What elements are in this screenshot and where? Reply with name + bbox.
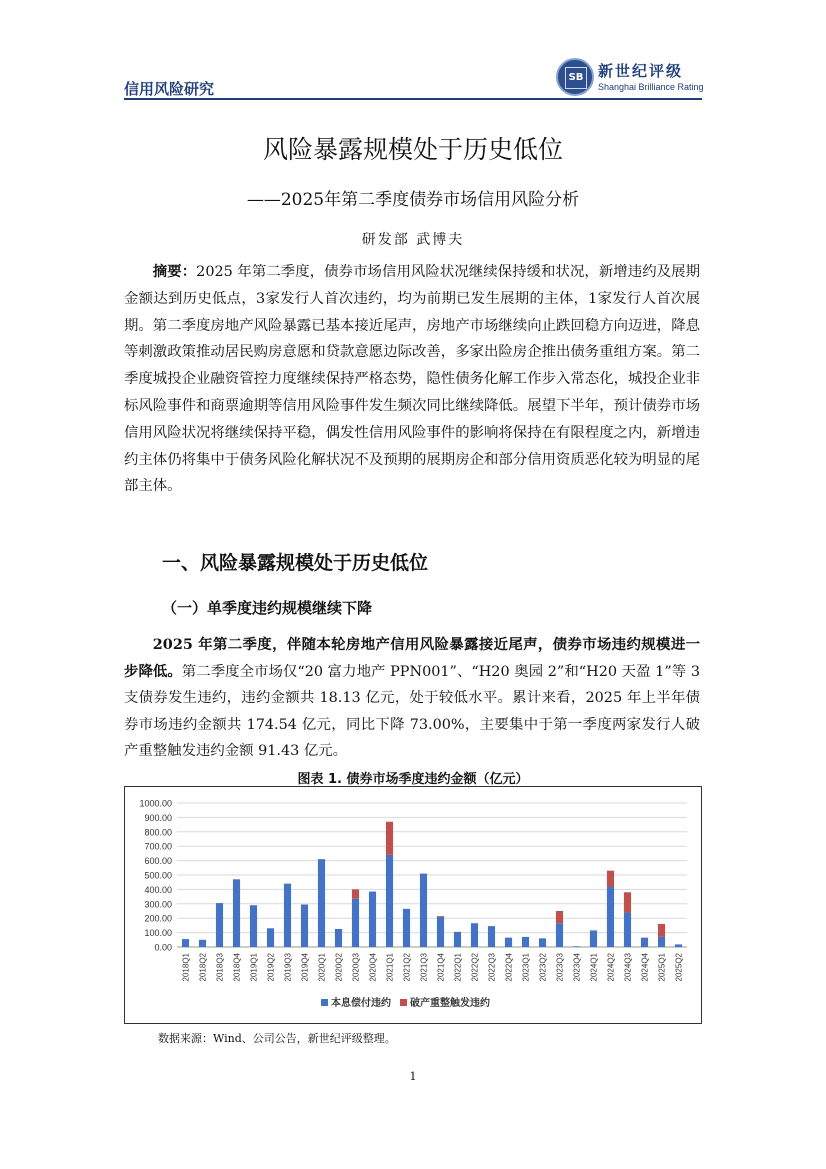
y-tick-label: 100.00 xyxy=(144,928,172,939)
data-source-note: 数据来源：Wind、公司公告，新世纪评级整理。 xyxy=(158,1032,396,1045)
bar-payment-default xyxy=(182,939,189,947)
y-tick-label: 1000.00 xyxy=(139,798,172,809)
x-tick-label: 2020Q3 xyxy=(351,953,361,982)
quarterly-default-chart xyxy=(125,787,701,1023)
x-tick-label: 2022Q1 xyxy=(453,953,463,982)
y-tick-label: 700.00 xyxy=(144,841,172,852)
y-tick-label: 500.00 xyxy=(144,870,172,881)
figure-caption: 图表 1. 债券市场季度违约金额（亿元） xyxy=(297,772,529,787)
bar-bankruptcy-default xyxy=(658,924,665,937)
author-line: 研发部 武博夫 xyxy=(361,232,465,248)
bar-payment-default xyxy=(505,938,512,947)
bar-bankruptcy-default xyxy=(607,871,614,887)
y-tick-label: 800.00 xyxy=(144,827,172,838)
x-tick-label: 2018Q2 xyxy=(198,953,208,982)
bar-payment-default xyxy=(284,884,291,947)
bar-payment-default xyxy=(641,938,648,947)
bar-bankruptcy-default xyxy=(624,892,631,912)
logo-mark: SB xyxy=(565,67,587,89)
bar-payment-default xyxy=(369,892,376,947)
bar-payment-default xyxy=(386,855,393,947)
bar-payment-default xyxy=(454,932,461,947)
x-tick-label: 2024Q1 xyxy=(589,953,599,982)
section-heading-1: 一、风险暴露规模处于历史低位 xyxy=(162,552,429,574)
bar-payment-default xyxy=(216,903,223,947)
bar-payment-default xyxy=(539,938,546,947)
brand-name-en: Shanghai Brilliance Rating xyxy=(598,82,704,92)
bar-payment-default xyxy=(488,926,495,947)
x-tick-label: 2022Q4 xyxy=(504,953,514,982)
x-tick-label: 2024Q2 xyxy=(606,953,616,982)
x-tick-label: 2022Q2 xyxy=(470,953,480,982)
paragraph-body: 第二季度全市场仅“20 富力地产 PPN001”、“H20 奥园 2”和“H20 天盈 1”等 3 支债券发生违约，违约金额共 18.13 亿元，处于较低水平。累计来看，2025 年上半年债券市场违约金额共 174.54 亿元，同比下降 73.00%，主要集中于第一季度两家发行人破产重整触发违约金额 91.43 亿元。 xyxy=(124,663,700,759)
x-tick-label: 2018Q1 xyxy=(181,953,191,982)
document-subtitle: ——2025年第二季度债券市场信用风险分析 xyxy=(246,190,580,210)
bar-payment-default xyxy=(352,899,359,947)
bar-payment-default xyxy=(590,930,597,947)
x-tick-label: 2025Q2 xyxy=(674,953,684,982)
y-tick-label: 900.00 xyxy=(144,812,172,823)
bar-payment-default xyxy=(199,940,206,947)
chart-frame xyxy=(124,786,702,1024)
x-tick-label: 2022Q3 xyxy=(487,953,497,982)
x-tick-label: 2023Q2 xyxy=(538,953,548,982)
abstract-text: 2025 年第二季度，债券市场信用风险状况继续保持缓和状况，新增违约及展期金额达到历史低点，3家发行人首次违约，均为前期已发生展期的主体，1家发行人首次展期。第二季度房地产风险暴露已基本接近尾声，房地产市场继续向止跌回稳方向迈进，降息等刺激政策推动居民购房意愿和贷款意愿边际改善，多家出险房企推出债务重组方案。第二季度城投企业融资管控力度继续保持严格态势，隐性债务化解工作步入常态化，城投企业非标风险事件和商票逾期等信用风险事件发生频次同比继续降低。展望下半年，预计债券市场信用风险状况将继续保持平稳，偶发性信用风险事件的影响将保持在有限程度之内，新增违约主体仍将集中于债务风险化解状况不及预期的展期房企和部分信用资质恶化较为明显的尾部主体。 xyxy=(124,264,700,495)
subsection-heading-1-1: （一）单季度违约规模继续下降 xyxy=(162,599,373,617)
bar-payment-default xyxy=(437,917,444,947)
x-tick-label: 2019Q4 xyxy=(300,953,310,982)
brand-name-cn: 新世纪评级 xyxy=(598,62,684,80)
bar-payment-default xyxy=(522,937,529,947)
bar-payment-default xyxy=(318,859,325,947)
body-paragraph xyxy=(124,632,700,765)
brand-logo-icon xyxy=(556,58,594,96)
header-divider xyxy=(124,98,702,100)
bar-payment-default xyxy=(267,928,274,947)
bar-payment-default xyxy=(675,944,682,947)
y-tick-label: 600.00 xyxy=(144,856,172,867)
x-tick-label: 2018Q3 xyxy=(215,953,225,982)
bar-payment-default xyxy=(250,905,257,947)
bar-payment-default xyxy=(335,929,342,947)
x-tick-label: 2018Q4 xyxy=(232,953,242,982)
y-tick-label: 200.00 xyxy=(144,913,172,924)
bar-bankruptcy-default xyxy=(386,822,393,855)
y-tick-label: 400.00 xyxy=(144,884,172,895)
x-tick-label: 2020Q4 xyxy=(368,953,378,982)
bar-payment-default xyxy=(471,923,478,947)
legend-swatch-bankruptcy-default xyxy=(400,999,407,1006)
x-tick-label: 2019Q3 xyxy=(283,953,293,982)
bar-payment-default xyxy=(624,912,631,947)
x-tick-label: 2019Q2 xyxy=(266,953,276,982)
x-tick-label: 2019Q1 xyxy=(249,953,259,982)
legend-label-payment-default: 本息偿付违约 xyxy=(331,998,391,1009)
y-tick-label: 0.00 xyxy=(154,942,172,953)
bar-bankruptcy-default xyxy=(352,889,359,898)
x-tick-label: 2024Q4 xyxy=(640,953,650,982)
bar-bankruptcy-default xyxy=(437,916,444,917)
x-tick-label: 2023Q3 xyxy=(555,953,565,982)
x-tick-label: 2020Q2 xyxy=(334,953,344,982)
bar-payment-default xyxy=(420,874,427,947)
abstract-paragraph xyxy=(124,259,700,500)
bar-payment-default xyxy=(607,887,614,947)
x-tick-label: 2023Q1 xyxy=(521,953,531,982)
legend-swatch-payment-default xyxy=(321,999,328,1006)
document-title: 风险暴露规模处于历史低位 xyxy=(262,135,563,164)
header-section-label: 信用风险研究 xyxy=(124,80,215,98)
x-tick-label: 2023Q4 xyxy=(572,953,582,982)
bar-payment-default xyxy=(573,946,580,947)
x-tick-label: 2025Q1 xyxy=(657,953,667,982)
legend-label-bankruptcy-default: 破产重整触发违约 xyxy=(410,998,490,1009)
paragraph-lead: 2025 年第二季度，伴随本轮房地产信用风险暴露接近尾声，债券市场违约规模进一步降低。 xyxy=(124,636,700,680)
bar-payment-default xyxy=(403,909,410,947)
x-tick-label: 2021Q2 xyxy=(402,953,412,982)
x-tick-label: 2024Q3 xyxy=(623,953,633,982)
bar-payment-default xyxy=(301,905,308,947)
bar-bankruptcy-default xyxy=(556,911,563,923)
page-number: 1 xyxy=(409,1070,417,1083)
x-tick-label: 2021Q3 xyxy=(419,953,429,982)
bar-payment-default xyxy=(556,923,563,947)
x-tick-label: 2020Q1 xyxy=(317,953,327,982)
bar-payment-default xyxy=(233,879,240,947)
x-tick-label: 2021Q4 xyxy=(436,953,446,982)
bar-payment-default xyxy=(658,937,665,947)
x-tick-label: 2021Q1 xyxy=(385,953,395,982)
y-tick-label: 300.00 xyxy=(144,899,172,910)
abstract-label: 摘要： xyxy=(152,263,197,280)
